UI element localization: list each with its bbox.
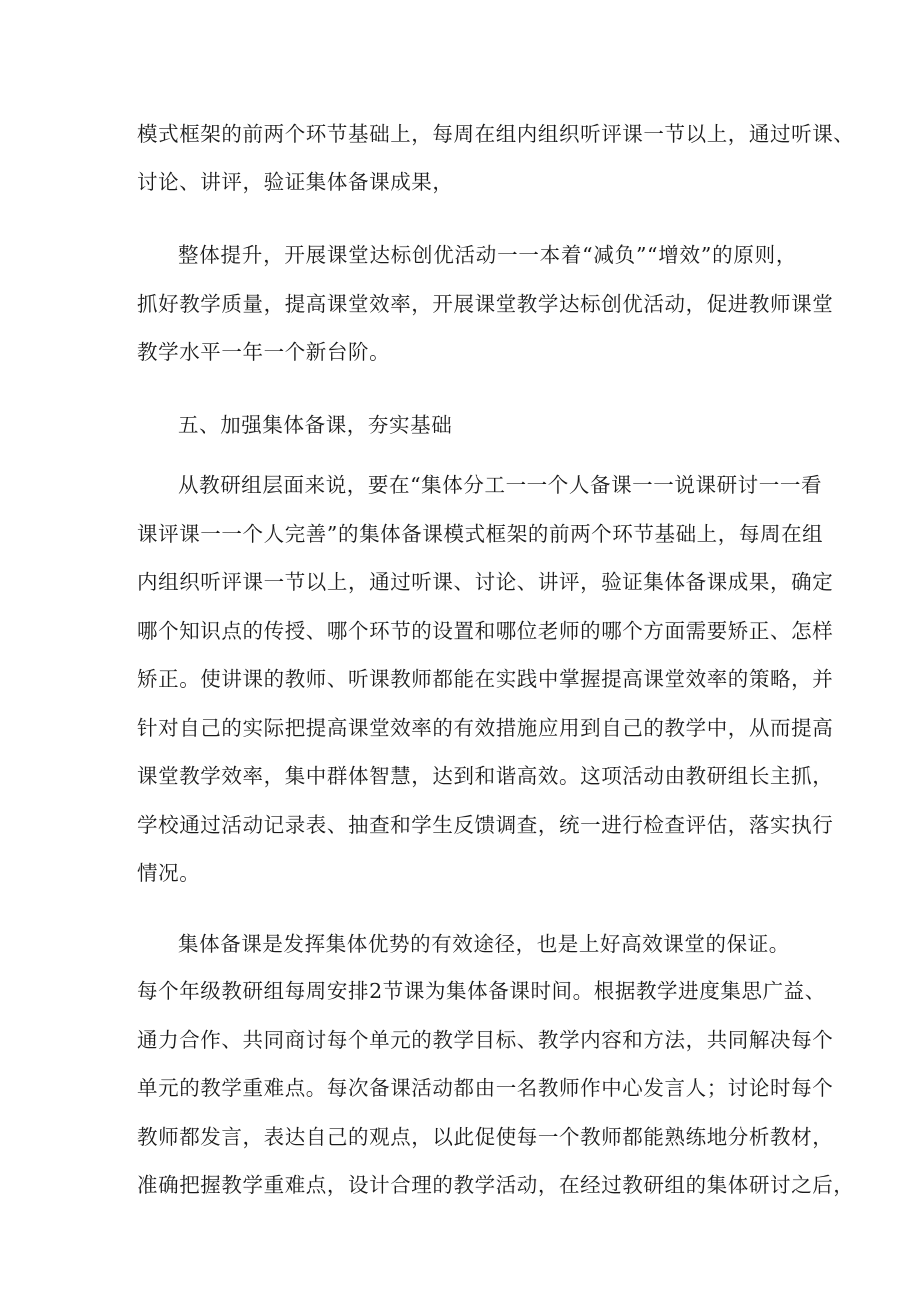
text-line-4: 抓好教学质量，提高课堂效率，开展课堂教学达标创优活动，促进教师课堂 [137,292,834,316]
text-line-1: 模式框架的前两个环节基础上，每周在组内组织听评课一节以上，通过听课、 [137,122,855,146]
text-line-16: 集体备课是发挥集体优势的有效途径，也是上好高效课堂的保证。 [178,932,790,956]
text-line-14: 学校通过活动记录表、抽查和学生反馈调查，统一进行检查评估，落实执行 [137,813,834,837]
text-line-3: 整体提升，开展课堂达标创优活动一一本着“减负”“增效”的原则， [178,243,797,267]
text-line-7: 从教研组层面来说，要在“集体分工一一个人备课一一说课研讨一一看 [178,473,823,497]
text-line-5: 教学水平一年一个新台阶。 [137,340,391,364]
text-line-15: 情况。 [137,861,201,885]
text-line-18: 通力合作、共同商讨每个单元的教学目标、教学内容和方法，共同解决每个 [137,1028,834,1052]
text-line-11: 矫正。使讲课的教师、听课教师都能在实践中掌握提高课堂效率的策略，并 [137,667,834,691]
text-line-17: 每个年级教研组每周安排2节课为集体备课时间。根据教学进度集思广益、 [137,979,826,1003]
section-heading: 五、加强集体备课，夯实基础 [178,413,453,437]
text-line-12: 针对自己的实际把提高课堂效率的有效措施应用到自己的教学中，从而提高 [137,716,834,740]
text-line-20: 教师都发言，表达自己的观点，以此促使每一个教师都能熟练地分析教材， [137,1125,834,1149]
text-line-9: 内组织听评课一节以上，通过听课、讨论、讲评，验证集体备课成果，确定 [137,570,834,594]
text-line-10: 哪个知识点的传授、哪个环节的设置和哪位老师的哪个方面需要矫正、怎样 [137,619,834,643]
text-line-19: 单元的教学重难点。每次备课活动都由一名教师作中心发言人；讨论时每个 [137,1076,834,1100]
text-line-2: 讨论、讲评，验证集体备课成果， [137,170,454,194]
text-line-13: 课堂教学效率，集中群体智慧，达到和谐高效。这项活动由教研组长主抓， [137,764,834,788]
text-line-8: 课评课一一个人完善”的集体备课模式框架的前两个环节基础上，每周在组 [137,522,824,546]
text-line-21: 准确把握教学重难点，设计合理的教学活动，在经过教研组的集体研讨之后， [137,1173,855,1197]
